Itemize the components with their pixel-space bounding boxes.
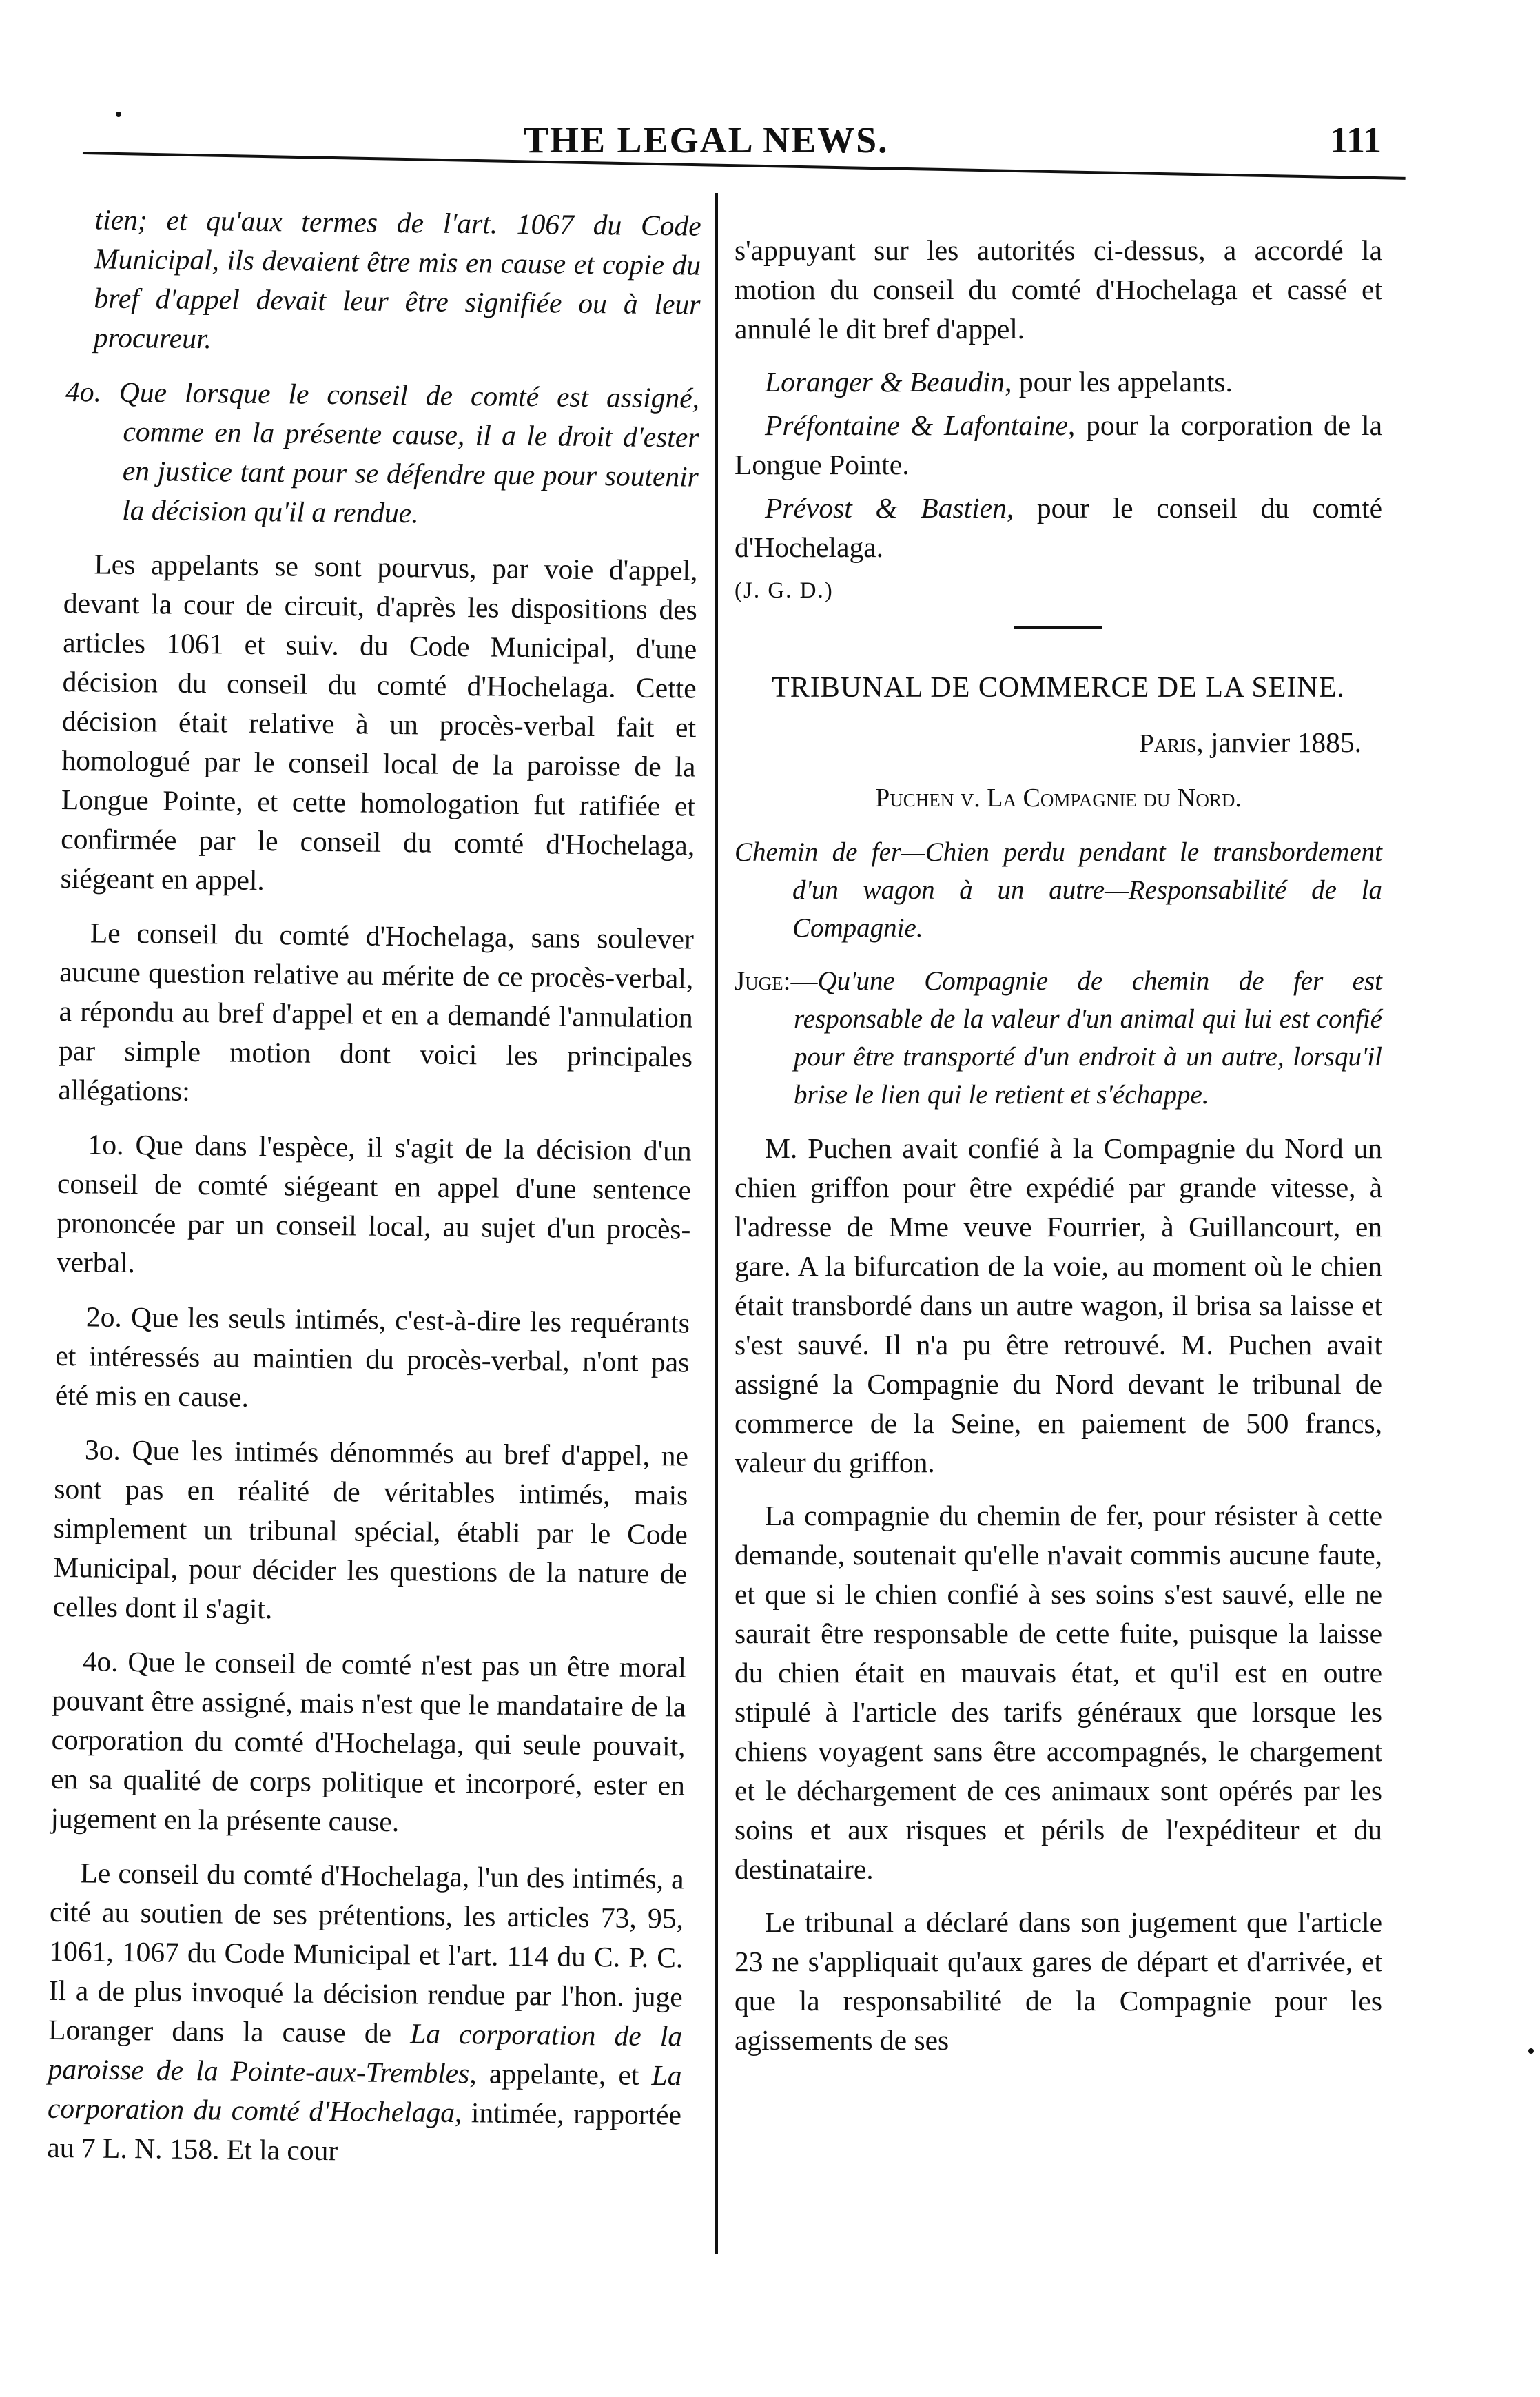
dateline [735,723,1382,764]
counsel-name: Loranger & Beaudin [765,366,1005,398]
text-run: , appelante, et [469,2057,652,2092]
left-paragraph-7: 3o. Que les intimés dénommés au bref d'appel, ne sont pas en réalité de véritables intimés, mais simplement un tribunal spécial, établi par le Code Municipal, pour décider les questions de la nature de celles dont il s'agit. [52,1434,689,1625]
left-paragraph-6: 2o. Que les seuls intimés, c'est-à-dire les requérants et intéressés au maintien du procès-verbal, n'ont pas été mis en cause. [54,1300,690,1413]
section-separator [1014,626,1102,629]
dateline-city: Paris [1139,729,1197,758]
right-paragraph-3: La compagnie du chemin de fer, pour résister à cette demande, soutenait qu'elle n'avait commis aucune faute, et que si le chien confié à ses soins s'est sauvé, elle ne saurait être responsable de cette fuite, puisque la laisse du chien était en mauvais état, et qu'il est en outre stipulé à l'article des tarifs généraux que lorsque les chiens voyagent sans être accompagnés, le chargement et le déchargement de ces animaux sont opérés par les soins et aux risques et périls de l'expéditeur et du destinataire. [735,1500,1382,1885]
counsel-role: , pour les appelants. [1005,366,1233,398]
section-heading: TRIBUNAL DE COMMERCE DE LA SEINE. [772,672,1345,704]
case-name: La corporation du comté d'Hochelaga [47,2059,682,2129]
right-paragraph-4: Le tribunal a déclaré dans son jugement que l'article 23 ne s'appliquait qu'aux gares de départ et d'arrivée, et que la responsabilité de la Compagnie pour les agissements de ses [735,1906,1382,2056]
reporter-signature: (J. G. D.) [735,578,834,603]
running-head: THE LEGAL NEWS. [524,119,889,161]
counsel-name: Prévost & Bastien [765,492,1007,524]
headnote: Chemin de fer—Chien perdu pendant le transbordement d'un wagon à un autre—Responsabilité de la Compagnie. [735,837,1382,943]
left-paragraph-5: 1o. Que dans l'espèce, il s'agit de la décision d'un conseil de comté siégeant en appel d'une sentence prononcée par un conseil local, au sujet d'un procès-verbal. [56,1128,692,1279]
left-paragraph-4: Le conseil du comté d'Hochelaga, sans soulever aucune question relative au mérite de ce procès-verbal, a répondu au bref d'appel et en a demandé l'annulation par simple motion dont voici les principales allégations: [58,917,695,1107]
stray-ink-mark [1528,2048,1534,2054]
counsel-role: , pour la corporation de la Longue Pointe. [735,409,1382,480]
holding [735,962,1382,1114]
page-number: 111 [1330,119,1382,161]
column-divider [715,193,718,2254]
counsel-appellants [735,363,1382,402]
left-paragraph-9 [47,1853,684,2174]
right-paragraph-1: s'appuyant sur les autorités ci-dessus, a accordé la motion du conseil du comté d'Hochelaga et cassé et annulé le dit bref d'appel. [735,234,1382,345]
left-paragraph-1: tien; et qu'aux termes de l'art. 1067 du Code Municipal, ils devaient être mis en cause et copie du bref d'appel devait leur être signifiée ou à leur procureur. [93,203,701,355]
text-run: Le conseil du comté d'Hochelaga, l'un des intimés, a cité au soutien de ses prétentions, les articles 73, 95, 1061, 1067 du Code Municipal et l'art. 114 du C. P. C. Il a de plus invoqué la décision rendue par l'hon. juge Loranger dans la cause de [48,1857,684,2050]
holding-label: Juge:— [735,966,818,996]
counsel-role: , pour le conseil du comté d'Hochelaga. [735,492,1383,563]
text-run: , intimée, rapportée au 7 L. N. 158. Et la cour [47,2097,682,2167]
dateline-date: , janvier 1885. [1196,726,1362,758]
stray-ink-mark [116,112,121,117]
case-name: La corporation de la paroisse de la Pointe-aux-Trembles [48,2017,683,2090]
counsel-name: Préfontaine & Lafontaine [765,409,1068,441]
case-title: Puchen v. La Compagnie du Nord. [875,784,1242,813]
counsel-corporation [735,406,1382,484]
right-paragraph-2: M. Puchen avait confié à la Compagnie du Nord un chien griffon pour être expédié par grande vitesse, à l'adresse de Mme veuve Fourrier, à Guillancourt, en gare. A la bifurcation de la voie, au moment où le chien était transbordé dans un autre wagon, il brisa sa laisse et s'est sauvé. Il n'a pu être retrouvé. M. Puchen avait assigné la Compagnie du Nord devant le tribunal de commerce de la Seine, en paiement de 500 francs, valeur du griffon. [735,1132,1382,1478]
counsel-conseil [735,489,1382,567]
left-column [47,200,701,2189]
right-column [735,231,1382,2074]
left-paragraph-8: 4o. Que le conseil de comté n'est pas un être moral pouvant être assigné, mais n'est que le mandataire de la corporation du comté d'Hochelaga, qui seule pouvait, en sa qualité de corps politique et incorporé, ester en jugement en la présente cause. [50,1645,686,1838]
holding-text: Qu'une Compagnie de chemin de fer est responsable de la valeur d'un animal qui lui est confié pour être transporté d'un endroit à un autre, lorsqu'il brise le lien qui le retient et s'échappe. [794,966,1382,1110]
left-paragraph-2: 4o. Que lorsque le conseil de comté est assigné, comme en la présente cause, il a le droit d'ester en justice tant pour se défendre que pour soutenir la décision qu'il a rendue. [65,375,700,529]
left-paragraph-3: Les appelants se sont pourvus, par voie d'appel, devant la cour de circuit, d'après les dispositions des articles 1061 et suiv. du Code Municipal, d'une décision du conseil du comté d'Hochelaga. Cette décision était relative à un procès-verbal fait et homologué par le conseil local de la paroisse de la Longue Pointe, et cette homologation fut ratifiée et confirmée par le conseil du comté d'Hochelaga, siégeant en appel. [60,548,698,897]
